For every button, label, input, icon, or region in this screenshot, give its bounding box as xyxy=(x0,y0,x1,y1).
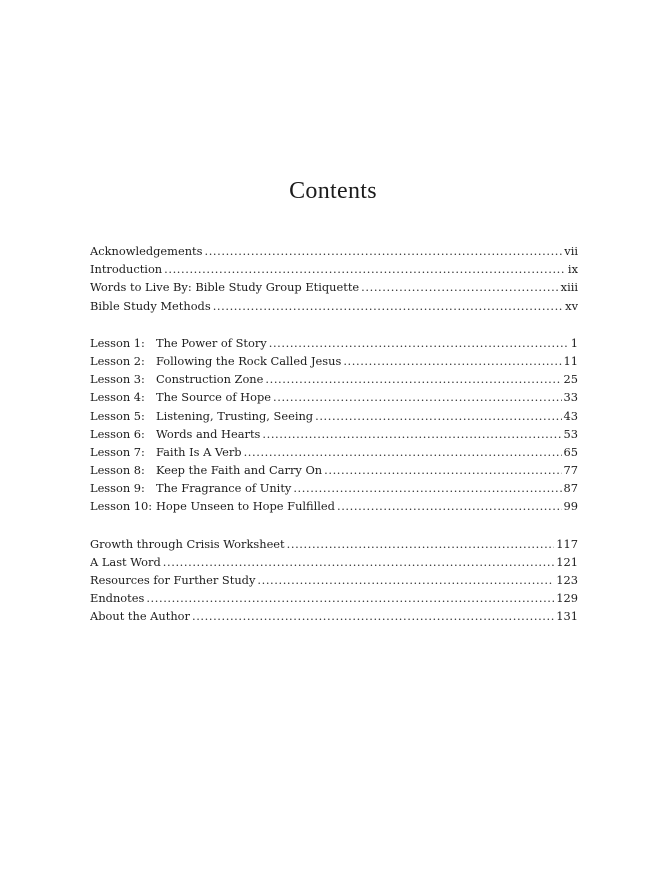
toc-lesson-number: Lesson 6: xyxy=(90,426,145,441)
toc-entry-title: A Last Word xyxy=(90,554,161,569)
toc-leader-dots xyxy=(204,244,562,258)
toc-leader-dots xyxy=(287,537,555,551)
toc-leader-dots xyxy=(361,280,558,294)
toc-entry xyxy=(90,244,578,262)
toc-group-lessons xyxy=(90,336,578,518)
toc-entry xyxy=(90,591,578,609)
toc-entry-title: Keep the Faith and Carry On xyxy=(156,463,323,478)
toc-entry-title: The Fragrance of Unity xyxy=(156,481,292,496)
toc-leader-dots xyxy=(293,481,561,495)
toc-entry xyxy=(90,262,578,280)
toc-entry xyxy=(90,463,578,481)
toc-page-number: 87 xyxy=(563,481,578,496)
toc-page-number: 25 xyxy=(563,372,578,387)
toc-entry-title: Endnotes xyxy=(90,591,145,606)
toc-entry-title: Hope Unseen to Hope Fulfilled xyxy=(156,499,335,514)
toc-lesson-number: Lesson 8: xyxy=(90,463,145,478)
toc-entry xyxy=(90,390,578,408)
toc-leader-dots xyxy=(146,591,554,605)
toc-leader-dots xyxy=(265,372,561,386)
toc-leader-dots xyxy=(164,262,566,276)
toc-entry-title: Acknowledgements xyxy=(90,244,203,258)
toc-entry xyxy=(90,354,578,372)
toc-entry xyxy=(90,609,578,627)
toc-entry xyxy=(90,499,578,517)
toc-lesson-number: Lesson 10: xyxy=(90,499,153,514)
toc-leader-dots xyxy=(163,555,554,569)
toc-entry xyxy=(90,409,578,427)
toc-page-number: 65 xyxy=(563,444,578,459)
toc-page-number: 53 xyxy=(563,426,578,441)
toc-page-number: xiii xyxy=(560,280,578,295)
toc-page-number: 1 xyxy=(570,335,578,350)
toc-entry-title: About the Author xyxy=(90,609,190,624)
toc-page-number: vii xyxy=(564,244,578,258)
toc-page-number: 99 xyxy=(563,499,578,514)
toc-page-number: 121 xyxy=(556,554,578,569)
toc-leader-dots xyxy=(257,573,554,587)
toc-entry xyxy=(90,372,578,390)
toc-page-number: 129 xyxy=(556,591,578,606)
toc-leader-dots xyxy=(315,409,561,423)
toc-lesson-number: Lesson 1: xyxy=(90,335,145,350)
toc-entry xyxy=(90,573,578,591)
toc-leader-dots xyxy=(213,299,563,313)
toc-entry-title: Listening, Trusting, Seeing xyxy=(156,408,314,423)
toc-group-front-matter xyxy=(90,244,578,317)
toc-entry-title: Resources for Further Study xyxy=(90,573,256,587)
toc-leader-dots xyxy=(273,390,562,404)
toc-page-number: 117 xyxy=(556,536,578,551)
toc-page-number: 43 xyxy=(563,408,578,423)
toc-page-number: 11 xyxy=(563,353,578,368)
toc-page-number: xv xyxy=(565,298,578,313)
table-of-contents xyxy=(90,244,578,647)
toc-entry-title: Construction Zone xyxy=(156,372,264,387)
toc-entry xyxy=(90,555,578,573)
toc-lesson-number: Lesson 5: xyxy=(90,408,145,423)
toc-entry-title: The Power of Story xyxy=(156,335,267,350)
toc-entry-title: Introduction xyxy=(90,262,163,277)
toc-entry xyxy=(90,481,578,499)
toc-entry xyxy=(90,537,578,555)
toc-entry xyxy=(90,280,578,298)
toc-entry-title: Words to Live By: Bible Study Group Etiquette xyxy=(90,280,360,295)
toc-page-number: 123 xyxy=(556,573,578,587)
toc-entry-title: Growth through Crisis Worksheet xyxy=(90,536,285,551)
toc-entry-title: Faith Is A Verb xyxy=(156,444,242,459)
toc-leader-dots xyxy=(262,427,561,441)
toc-page-number: 131 xyxy=(556,609,578,624)
toc-entry xyxy=(90,299,578,317)
toc-lesson-number: Lesson 3: xyxy=(90,372,145,387)
page-title: Contents xyxy=(289,178,377,204)
toc-lesson-number: Lesson 4: xyxy=(90,390,145,405)
toc-entry xyxy=(90,336,578,354)
toc-page-number: 33 xyxy=(563,390,578,405)
toc-lesson-number: Lesson 9: xyxy=(90,481,145,496)
toc-lesson-number: Lesson 7: xyxy=(90,444,145,459)
toc-entry-title: The Source of Hope xyxy=(156,390,271,405)
toc-entry-title: Bible Study Methods xyxy=(90,298,211,313)
toc-entry-title: Words and Hearts xyxy=(156,426,261,441)
toc-leader-dots xyxy=(337,499,562,513)
toc-group-back-matter xyxy=(90,537,578,628)
toc-page-number: 77 xyxy=(563,463,578,478)
toc-leader-dots xyxy=(269,336,569,350)
toc-leader-dots xyxy=(343,354,561,368)
toc-leader-dots xyxy=(324,463,561,477)
toc-leader-dots xyxy=(244,445,562,459)
toc-entry xyxy=(90,445,578,463)
toc-entry xyxy=(90,427,578,445)
toc-leader-dots xyxy=(192,609,554,623)
toc-entry-title: Following the Rock Called Jesus xyxy=(156,353,342,368)
toc-page-number: ix xyxy=(567,262,578,277)
toc-lesson-number: Lesson 2: xyxy=(90,353,145,368)
